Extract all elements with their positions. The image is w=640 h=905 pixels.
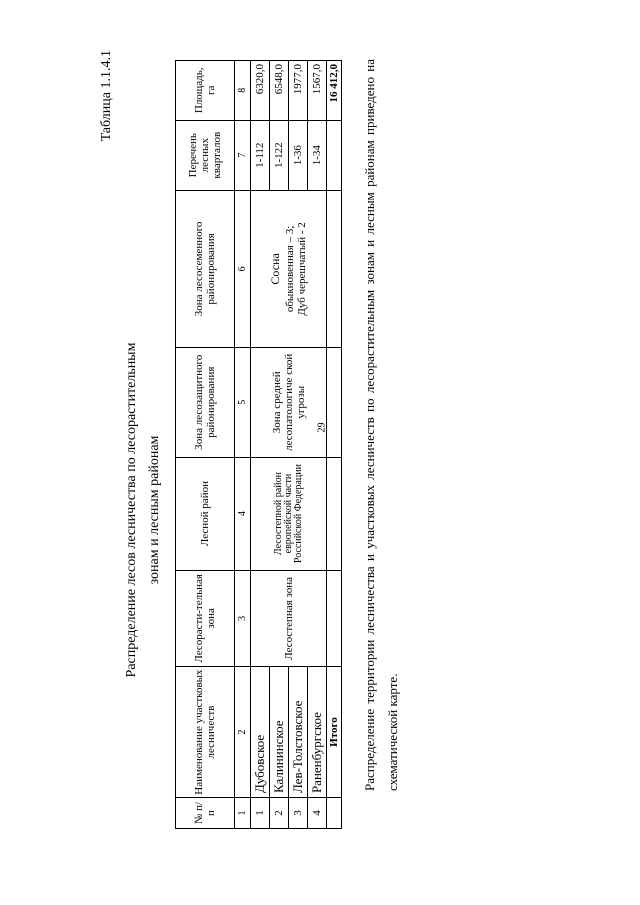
column-number: 4 xyxy=(235,457,251,570)
seed-zone-line: обыкновенная – 3; xyxy=(284,225,296,313)
column-number: 2 xyxy=(235,667,251,798)
header-forestry-name: Наименование участковых лесничеств xyxy=(176,667,235,798)
column-number: 5 xyxy=(235,348,251,458)
header-forest-zone: Лесорасти-тельная зона xyxy=(176,570,235,666)
forestry-name: Дубовское xyxy=(251,667,270,798)
table-title-line-2: зонам и лесным районам xyxy=(147,435,162,585)
column-number: 6 xyxy=(235,190,251,347)
column-number: 3 xyxy=(235,570,251,666)
table-title-line-1: Распределение лесов лесничества по лесорастительным xyxy=(124,342,139,678)
area-cell: 6320,0 xyxy=(251,61,270,121)
forestry-name: Калининское xyxy=(270,667,289,798)
table-label: Таблица 1.1.4.1 xyxy=(99,50,114,142)
header-number: № п/п xyxy=(176,798,235,829)
header-seed-zone: Зона лесосеменного районирования xyxy=(176,190,235,347)
quarters-cell: 1-122 xyxy=(270,120,289,190)
seed-zone-line: Дуб черешчатый - 2 xyxy=(296,222,308,316)
quarters-cell: 1-112 xyxy=(251,120,270,190)
area-cell: 1977,0 xyxy=(289,61,308,121)
table-header-row xyxy=(176,61,235,829)
quarters-cell: 1-34 xyxy=(308,120,327,190)
protection-zone-cell: Зона средней лесопатологиче ской угрозы xyxy=(251,348,327,458)
header-area: Площадь, га xyxy=(176,61,235,121)
header-forest-district: Лесной район xyxy=(176,457,235,570)
row-number: 1 xyxy=(251,798,270,829)
header-protection-zone: Зона лесозащитного районирования xyxy=(176,348,235,458)
forest-distribution-table xyxy=(175,60,342,829)
total-area: 16 412,0 xyxy=(327,61,342,121)
body-paragraph-text: Распределение территории лесничества и участковых лесничеств по лесорастительным зонам и лесным районам приведено на схематической карте. xyxy=(362,59,400,791)
total-empty-cell xyxy=(327,120,342,190)
page-number: 29 xyxy=(316,422,328,433)
column-number: 1 xyxy=(235,798,251,829)
row-number: 4 xyxy=(308,798,327,829)
total-empty-cell xyxy=(327,190,342,347)
table-row xyxy=(251,61,270,829)
body-paragraph xyxy=(358,59,404,829)
seed-zone-line: Сосна xyxy=(268,253,282,285)
column-number: 8 xyxy=(235,61,251,121)
total-label: Итого xyxy=(327,667,342,798)
row-number: 2 xyxy=(270,798,289,829)
area-cell: 1567,0 xyxy=(308,61,327,121)
total-row xyxy=(327,61,342,829)
table-title xyxy=(120,210,166,810)
area-cell: 6548,0 xyxy=(270,61,289,121)
row-number: 3 xyxy=(289,798,308,829)
total-empty-cell xyxy=(327,457,342,570)
forestry-name: Лев-Толстовское xyxy=(289,667,308,798)
forest-district-cell: Лесостепной район европейской части Российской Федерации xyxy=(251,457,327,570)
header-quarters: Перечень лесных кварталов xyxy=(176,120,235,190)
total-empty-cell xyxy=(327,570,342,666)
seed-zone-cell xyxy=(251,190,327,347)
column-number-row xyxy=(235,61,251,829)
column-number: 7 xyxy=(235,120,251,190)
forest-zone-cell: Лесостепная зона xyxy=(251,570,327,666)
rotated-page-content xyxy=(100,30,620,850)
forestry-name: Раненбургское xyxy=(308,667,327,798)
total-empty-cell xyxy=(327,798,342,829)
total-empty-cell xyxy=(327,348,342,458)
quarters-cell: 1-36 xyxy=(289,120,308,190)
